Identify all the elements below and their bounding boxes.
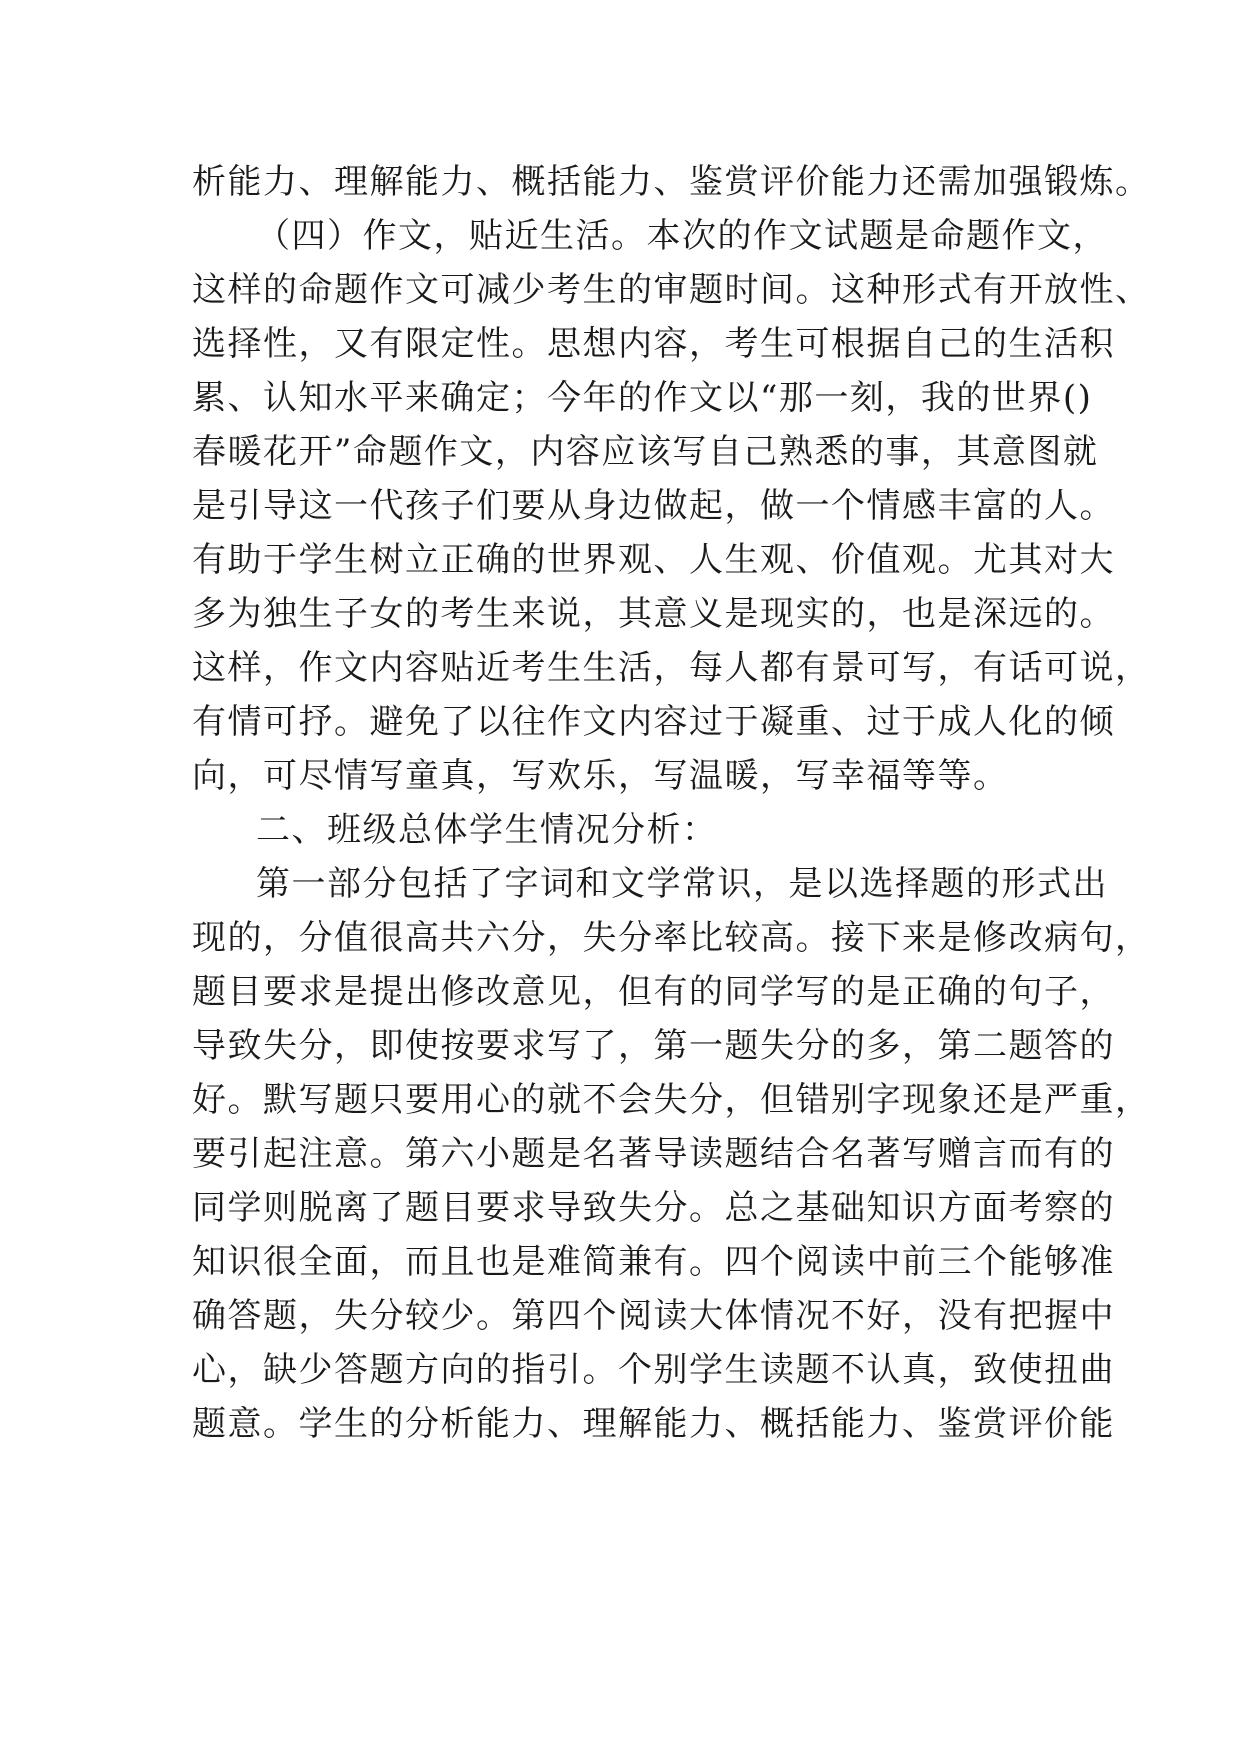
text-line: 要引起注意。第六小题是名著导读题结合名著写赠言而有的: [192, 1134, 1115, 1174]
text-line: 题目要求是提出修改意见，但有的同学写的是正确的句子，: [192, 972, 1115, 1012]
text-line: 这样，作文内容贴近考生生活，每人都有景可写，有话可说，: [192, 648, 1151, 688]
text-line: 知识很全面，而且也是难简兼有。四个阅读中前三个能够准: [192, 1242, 1115, 1282]
text-line: 有助于学生树立正确的世界观、人生观、价值观。尤其对大: [192, 540, 1115, 580]
section-heading: 二、班级总体学生情况分析：: [256, 810, 718, 850]
text-line: 累、认知水平来确定；今年的作文以“那一刻，我的世界(): [192, 378, 1093, 418]
text-line: 确答题，失分较少。第四个阅读大体情况不好，没有把握中: [192, 1296, 1115, 1336]
text-line: 春暖花开”命题作文，内容应该写自己熟悉的事，其意图就: [192, 432, 1099, 472]
text-line: 好。默写题只要用心的就不会失分，但错别字现象还是严重，: [192, 1080, 1151, 1120]
text-line: 多为独生子女的考生来说，其意义是现实的，也是深远的。: [192, 594, 1115, 634]
text-line: 现的，分值很高共六分，失分率比较高。接下来是修改病句，: [192, 918, 1151, 958]
text-line: 选择性，又有限定性。思想内容，考生可根据自己的生活积: [192, 324, 1115, 364]
text-line: 第一部分包括了字词和文学常识，是以选择题的形式出: [256, 864, 1108, 904]
text-line: 题意。学生的分析能力、理解能力、概括能力、鉴赏评价能: [192, 1404, 1115, 1444]
text-line: 这样的命题作文可减少考生的审题时间。这种形式有开放性、: [192, 270, 1151, 310]
text-line: 同学则脱离了题目要求导致失分。总之基础知识方面考察的: [192, 1188, 1115, 1228]
text-line: 向，可尽情写童真，写欢乐，写温暖，写幸福等等。: [192, 756, 1009, 796]
text-line: 析能力、理解能力、概括能力、鉴赏评价能力还需加强锻炼。: [192, 162, 1151, 202]
text-line: （四）作文，贴近生活。本次的作文试题是命题作文，: [256, 216, 1108, 256]
text-line: 有情可抒。避免了以往作文内容过于凝重、过于成人化的倾: [192, 702, 1115, 742]
text-line: 是引导这一代孩子们要从身边做起，做一个情感丰富的人。: [192, 486, 1115, 526]
text-line: 导致失分，即使按要求写了，第一题失分的多，第二题答的: [192, 1026, 1115, 1066]
text-line: 心，缺少答题方向的指引。个别学生读题不认真，致使扭曲: [192, 1350, 1115, 1390]
